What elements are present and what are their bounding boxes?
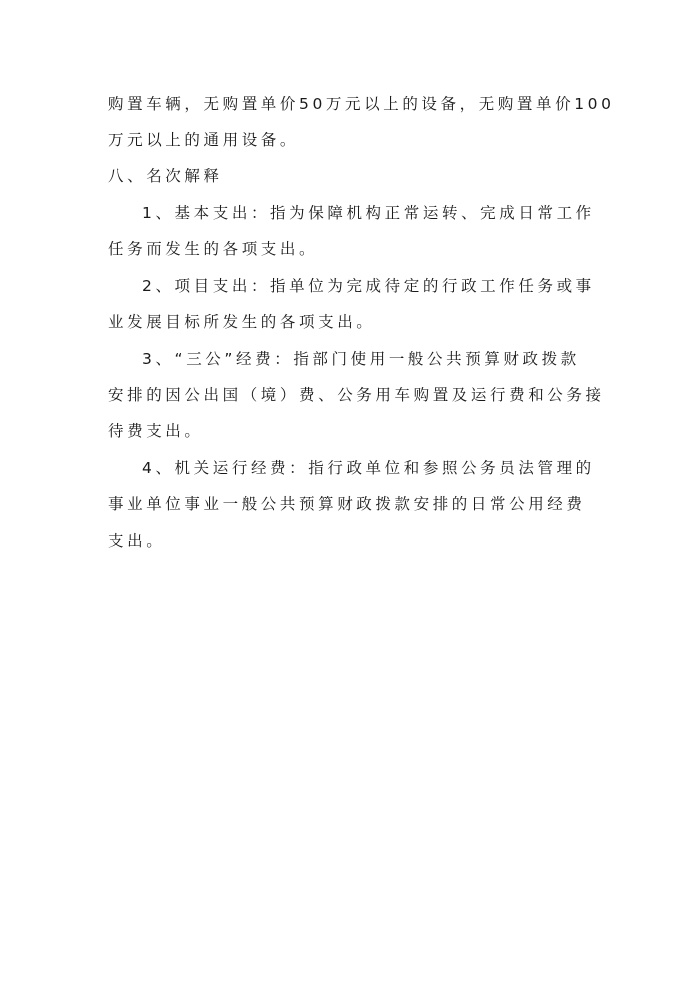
text-line: 待费支出。 [108,422,204,440]
definition-project-expenditure: 2、项目支出：指单位为完成待定的行政工作任务或事 [142,277,595,295]
text-line: 支出。 [108,532,166,550]
definition-basic-expenditure: 1、基本支出：指为保障机构正常运转、完成日常工作 [142,204,595,222]
text-line: 业发展目标所发生的各项支出。 [108,313,376,331]
text-line: 安排的因公出国（境）费、公务用车购置及运行费和公务接 [108,386,605,404]
text-line: 万元以上的通用设备。 [108,131,300,149]
definition-three-public-expenses: 3、“三公”经费：指部门使用一般公共预算财政拨款 [142,350,580,368]
text-line: 任务而发生的各项支出。 [108,240,319,258]
text-line: 事业单位事业一般公共预算财政拨款安排的日常公用经费 [108,495,586,513]
text-line: 购置车辆，无购置单价50万元以上的设备，无购置单价100 [108,95,615,113]
definition-operating-expenses: 4、机关运行经费：指行政单位和参照公务员法管理的 [142,459,595,477]
section-heading: 八、名次解释 [108,167,223,185]
